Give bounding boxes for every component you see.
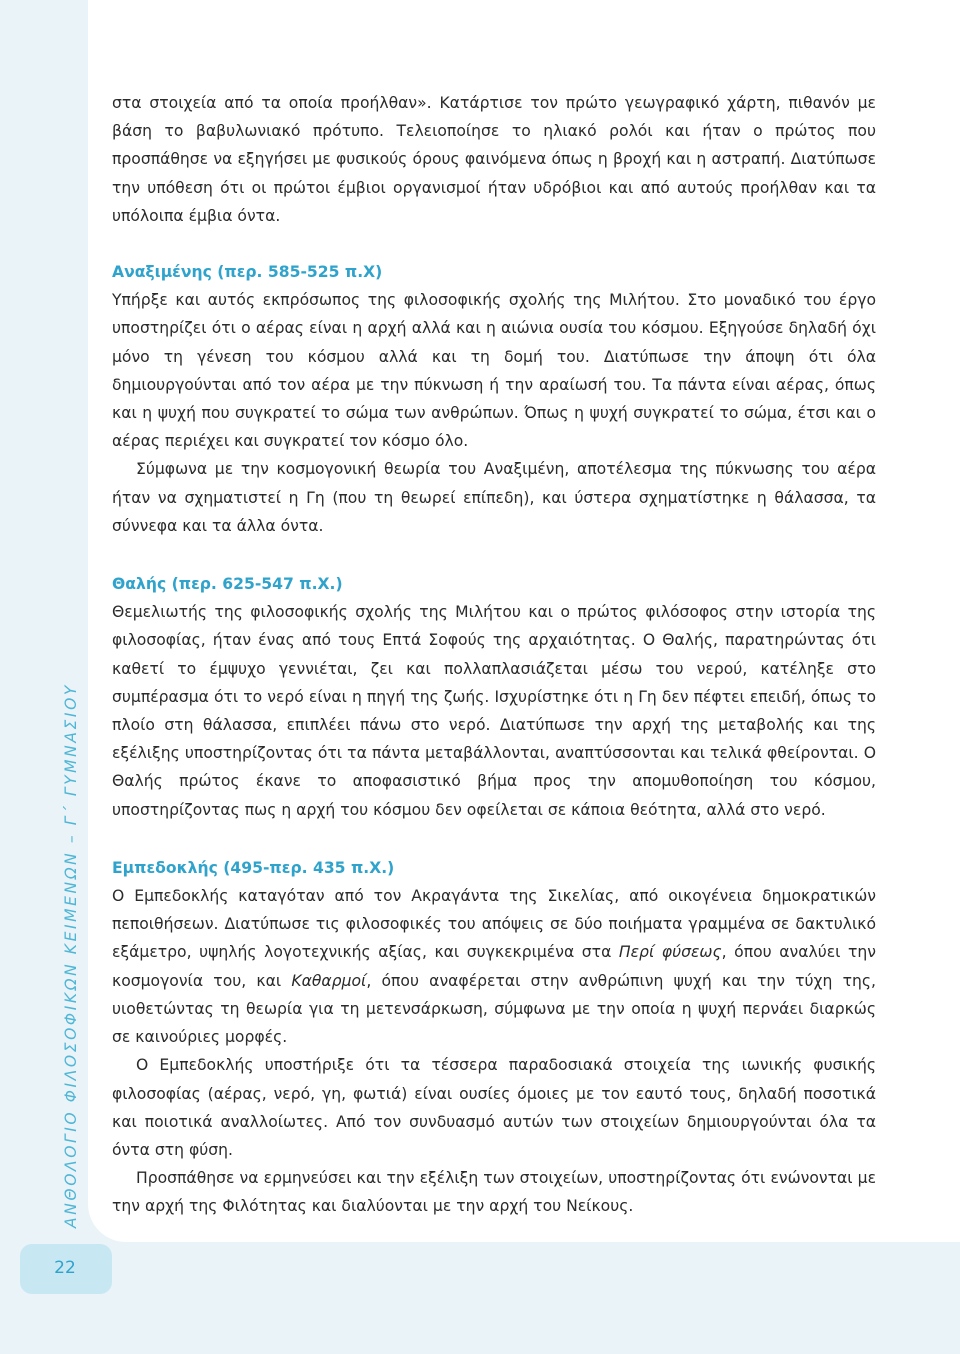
empedocles-paragraph-3: Προσπάθησε να ερμηνεύσει και την εξέλιξη των στοιχείων, υποστηρίζοντας ότι ενώνονται με την αρχή της Φιλότητας και διαλύονται με την αρχή του Νείκους. bbox=[112, 1169, 876, 1216]
body-text bbox=[112, 89, 876, 1221]
empedocles-paragraph-2: Ο Εμπεδοκλής υποστήριξε ότι τα τέσσερα παραδοσιακά στοιχεία της ιωνικής φυσικής φιλοσοφίας (αέρας, νερό, γη, φωτιά) είναι ουσίες όμοιες με τον εαυτό τους, δηλαδή ποσοτικά και ποιοτικά αναλλοίωτες. Από τον συνδυασμό αυτών των στοιχείων δημιουργούνται όλα τα όντα στη φύση. bbox=[112, 1056, 876, 1159]
empedocles-p1-text-a: Ο Εμπεδοκλής καταγόταν από τον Ακραγάντα της Σικελίας, από οικογένεια δημοκρατικών πεποιθήσεων. Διατύπωσε τις φιλοσοφικές του απόψεις σε δύο ποιήματα γραμμένα σε δακτυλικό εξάμετρο, υψηλής λογοτεχνικής αξίας, και συγκεκριμένα στα bbox=[112, 887, 876, 962]
thales-paragraph: Θεμελιωτής της φιλοσοφικής σχολής της Μιλήτου και ο πρώτος φιλόσοφος στην ιστορία της φιλοσοφίας, ήταν ένας από τους Επτά Σοφούς της αρχαιότητας. Ο Θαλής, παρατηρώντας ότι καθετί το έμψυχο γεννιέται, ζει και πολλαπλασιάζεται μέσω του νερού, κατέληξε στο συμπέρασμα ότι το νερό είναι η πηγή της ζωής. Ισχυρίστηκε ότι η Γη δεν πέφτει επειδή, όπως το πλοίο στη θάλασσα, επιπλέει πάνω στο νερό. Διατύπωσε την αρχή της μεταβολής και της εξέλιξης υποστηρίζοντας ότι τα πάντα μεταβάλλονται, αναπτύσσονται και τελικά φθείρονται. Ο Θαλής πρώτος έκανε το αποφασιστικό βήμα προς την απομυθοποίηση του κόσμου, υποστηρίζοντας πως η αρχή του κόσμου δεν οφείλεται σε κάποια θεότητα, αλλά στο νερό. bbox=[112, 603, 876, 819]
work-title-peri-physeos: Περί φύσεως bbox=[618, 943, 722, 962]
empedocles-p1-text-c: , όπου αναφέρεται στην ανθρώπινη ψυχή και την τύχη της, υιοθετώντας τη θεωρία για τη μετενσάρκωση, σύμφωνα με την οποία η ψυχή περνάει διαρκώς σε καινούριες μορφές. bbox=[112, 971, 876, 1047]
page-number: 22 bbox=[54, 1258, 76, 1278]
thales-heading: Θαλής (περ. 625-547 π.Χ.) bbox=[112, 575, 343, 594]
sidebar bbox=[0, 0, 88, 1354]
anaximenes-paragraph-2: Σύμφωνα με την κοσμογονική θεωρία του Αναξιμένη, αποτέλεσμα της πύκνωσης του αέρα ήταν να σχηματιστεί η Γη (που τη θεωρεί επίπεδη), και ύστερα σχηματίστηκε η θάλασσα, τα σύννεφα και τα άλλα όντα. bbox=[112, 460, 876, 535]
work-title-katharmoi: Καθαρμοί bbox=[291, 971, 367, 990]
empedocles-p1-text-b: , όπου αναλύει την κοσμογονία του, και bbox=[112, 943, 876, 990]
empedocles-paragraph-1 bbox=[112, 882, 876, 1051]
anaximenes-paragraph-1: Υπήρξε και αυτός εκπρόσωπος της φιλοσοφικής σχολής της Μιλήτου. Στο μοναδικό του έργο υποστηρίζει ότι ο αέρας είναι η αρχή αλλά και η αιώνια ουσία του κόσμου. Εξηγούσε δηλαδή όχι μόνο τη γένεση του κόσμου αλλά και τη δομή του. Διατύπωσε την άποψη ότι όλα δημιουργούνται από τον αέρα με την πύκνωση ή την αραίωσή του. Τα πάντα είναι αέρας, όπως και η ψυχή που συγκρατεί το σώμα των ανθρώπων. Όπως η ψυχή συγκρατεί το σώμα, έτσι και ο αέρας περιέχει και συγκρατεί τον κόσμο όλο. bbox=[112, 291, 876, 451]
anaximenes-heading: Αναξιμένης (περ. 585-525 π.Χ) bbox=[112, 263, 383, 282]
empedocles-heading: Εμπεδοκλής (495-περ. 435 π.Χ.) bbox=[112, 858, 395, 877]
intro-paragraph: στα στοιχεία από τα οποία προήλθαν». Κατάρτισε τον πρώτο γεωγραφικό χάρτη, πιθανόν με βάση το βαβυλωνιακό πρότυπο. Τελειοποίησε το ηλιακό ρολόι και ήταν ο πρώτος που προσπάθησε να εξηγήσει με φυσικούς όρους φαινόμενα όπως η βροχή και η αστραπή. Διατύπωσε την υπόθεση ότι οι πρώτοι έμβιοι οργανισμοί ήταν υδρόβιοι και από αυτούς προήλθαν και τα υπόλοιπα έμβια όντα. bbox=[112, 94, 876, 225]
book-title-vertical: ΑΝΘΟΛΟΓΙΟ ΦΙΛΟΣΟΦΙΚΩΝ ΚΕΙΜΕΝΩΝ – Γ΄ ΓΥΜΝΑΣΙΟΥ bbox=[62, 683, 80, 1228]
